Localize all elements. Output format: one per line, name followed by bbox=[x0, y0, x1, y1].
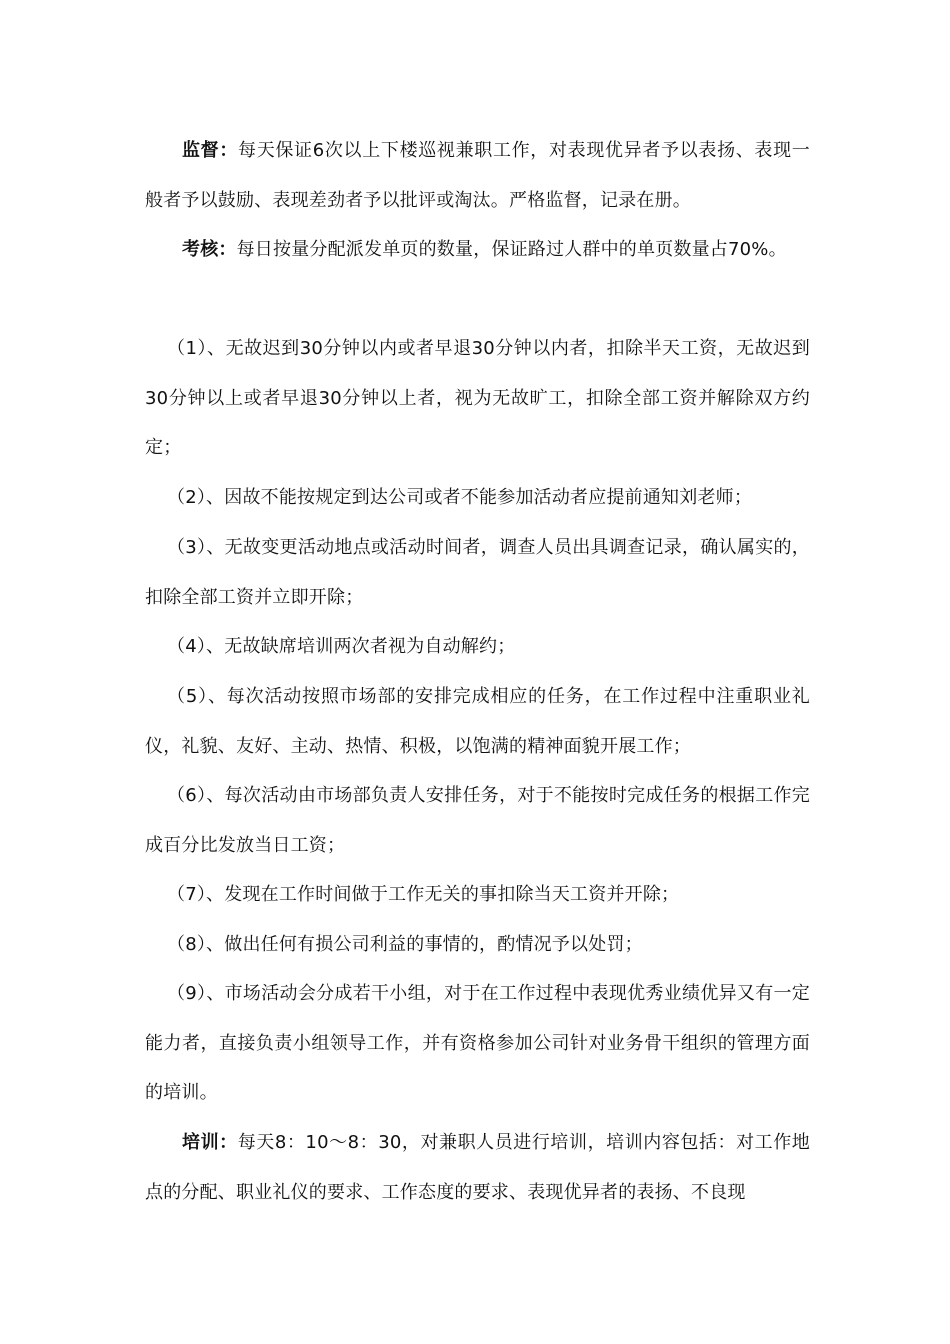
training-paragraph bbox=[145, 1118, 810, 1217]
rule-5: （5）、每次活动按照市场部的安排完成相应的任务，在工作过程中注重职业礼仪，礼貌、友好、主动、热情、积极，以饱满的精神面貌开展工作； bbox=[145, 686, 810, 757]
rule-8: （8）、做出任何有损公司利益的事情的，酌情况予以处罚； bbox=[167, 934, 643, 955]
rule-2: （2）、因故不能按规定到达公司或者不能参加活动者应提前通知刘老师； bbox=[167, 487, 753, 508]
supervision-text: 每天保证6次以上下楼巡视兼职工作，对表现优异者予以表扬、表现一般者予以鼓励、表现差劲者予以批评或淘汰。严格监督，记录在册。 bbox=[145, 140, 810, 211]
rule-1: （1）、无故迟到30分钟以内或者早退30分钟以内者，扣除半天工资，无故迟到30分钟以上或者早退30分钟以上者，视为无故旷工，扣除全部工资并解除双方约定； bbox=[145, 338, 810, 458]
rule-7: （7）、发现在工作时间做于工作无关的事扣除当天工资并开除； bbox=[167, 884, 680, 905]
rule-9: （9）、市场活动会分成若干小组，对于在工作过程中表现优秀业绩优异又有一定能力者，直接负责小组领导工作，并有资格参加公司针对业务骨干组织的管理方面的培训。 bbox=[145, 983, 810, 1103]
assessment-text: 每日按量分配派发单页的数量，保证路过人群中的单页数量占70%。 bbox=[236, 239, 787, 260]
rule-6: （6）、每次活动由市场部负责人安排任务，对于不能按时完成任务的根据工作完成百分比发放当日工资； bbox=[145, 785, 810, 856]
training-label: 培训： bbox=[182, 1132, 238, 1153]
assessment-label: 考核： bbox=[182, 239, 237, 260]
supervision-paragraph bbox=[145, 126, 810, 225]
rule-3: （3）、无故变更活动地点或活动时间者，调查人员出具调查记录，确认属实的，扣除全部工资并立即开除； bbox=[145, 537, 810, 608]
training-text: 每天8：10～8：30，对兼职人员进行培训，培训内容包括：对工作地点的分配、职业礼仪的要求、工作态度的要求、表现优异者的表扬、不良现 bbox=[145, 1132, 810, 1203]
supervision-label: 监督： bbox=[182, 140, 239, 161]
assessment-paragraph bbox=[145, 225, 810, 275]
rule-4: （4）、无故缺席培训两次者视为自动解约； bbox=[167, 636, 516, 657]
